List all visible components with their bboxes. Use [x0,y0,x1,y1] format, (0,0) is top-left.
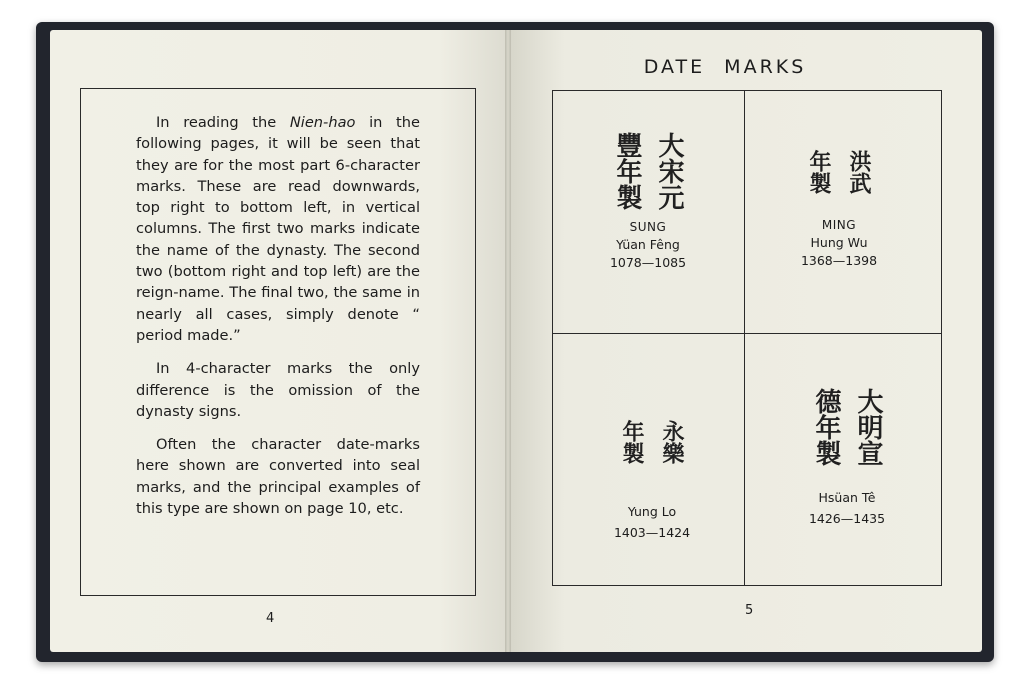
reign-dates: 1403—1424 [613,525,691,540]
paragraph-3-text: Often the character date-marks here shown are converted into seal marks, and the principal examples of this type are shown on page 10, etc. [136,436,420,518]
mark-characters [744,150,934,194]
page-number-right: 5 [745,603,754,618]
mark-characters [553,132,743,210]
paragraph-2 [136,358,420,422]
char-column-text: 永樂 [659,420,685,464]
page-heading: DATE MARKS [643,56,807,78]
book-gutter [505,30,511,652]
char-column-text: 年製 [806,150,832,194]
mark-cell-sung [553,132,743,270]
char-column-text: 大宋元 [654,132,684,210]
char-column-text: 年製 [619,420,645,464]
paragraph-3 [136,434,420,519]
mark-characters [752,388,942,466]
reign-dates: 1368—1398 [800,253,878,268]
dynasty-label: SUNG [629,220,667,234]
paragraph-1 [136,112,420,346]
reign-dates: 1426—1435 [808,511,886,526]
char-column-left [804,150,834,194]
mark-cell-hsuan-te [752,388,942,526]
paragraph-1-rest: in the following pages, it will be seen that they are for the most part 6-character marks. These are read downwards, top right to bottom left, in vertical columns. The first two marks indicate the name of the dynasty. The second two (bottom right and top left) are the reign-name. The final two, the same in nearly all cases, simply denote “ period made.” [136,114,420,344]
char-column-text: 豐年製 [612,132,642,210]
char-column-text: 洪武 [846,150,872,194]
intro-text [136,112,420,531]
page-number-left: 4 [266,611,275,626]
paragraph-1-start: In reading the [156,114,290,131]
char-column-right [852,388,884,466]
char-column-text: 德年製 [811,388,841,466]
char-column-left [810,388,842,466]
char-column-right [657,420,687,464]
paragraph-2-text: In 4-character marks the only difference is the omission of the dynasty signs. [136,360,420,420]
dynasty-label: MING [821,218,857,232]
grid-divider-horizontal [553,333,941,334]
reign-name: Yüan Fêng [616,237,680,252]
char-column-text: 大明宣 [853,388,883,466]
reign-name: Hsüan Tê [818,490,876,505]
reign-dates: 1078—1085 [609,255,687,270]
char-column-right [653,132,685,210]
char-column-right [844,150,874,194]
char-column-left [617,420,647,464]
char-column-left [611,132,643,210]
reign-name: Hung Wu [810,235,868,250]
mark-cell-yung-lo [557,420,747,540]
mark-characters [557,420,747,464]
mark-cell-ming [744,150,934,268]
reign-name: Yung Lo [627,504,677,519]
nien-hao-term: Nien-hao [289,114,356,131]
